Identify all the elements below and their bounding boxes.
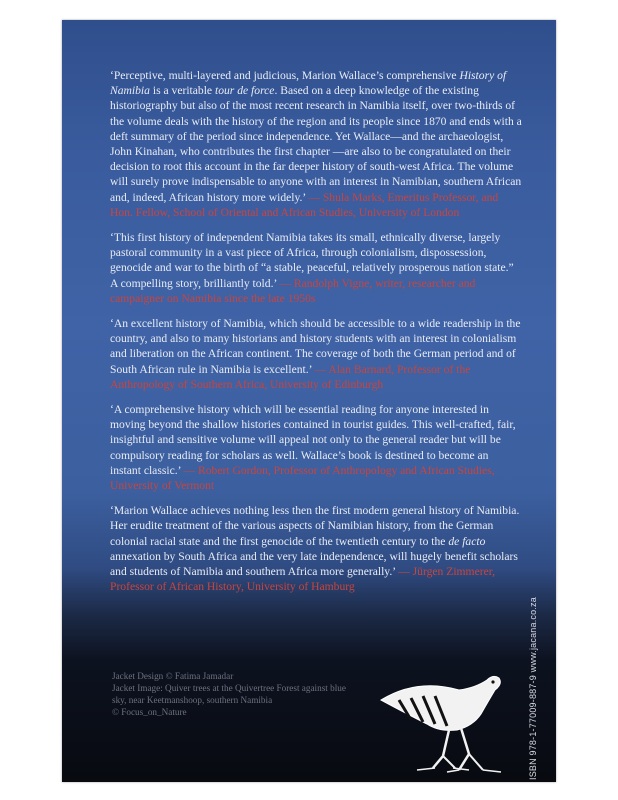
isbn-text: ISBN 978-1-77009-887-9 www.jacana.co.za <box>528 597 538 780</box>
quote-text: annexation by South Africa and the very late independence, will hugely benefit scholars and students of Namibia and southern Africa more generally.’ <box>110 549 518 579</box>
quote-text: ‘Marion Wallace achieves nothing less then the first modern general history of Namibia. Her erudite treatment of the various aspects of Namibian history, from the German colonial racial state and the first genocide of the twentieth century to the <box>110 504 520 548</box>
jacana-bird-logo-icon <box>377 660 517 780</box>
quote-text-italic: History of Namibia <box>110 69 507 98</box>
jacket-image-credit: Jacket Image: Quiver trees at the Quivertree Forest against blue sky, near Keetmanshoop, southern Namibia <box>112 683 346 705</box>
quote-attribution: — Alan Barnard, Professor of the Anthropology of Southern Africa, University of Edinburgh <box>110 362 471 391</box>
book-back-cover <box>62 20 556 782</box>
quote-text-italic: tour de force <box>214 84 275 98</box>
quote-attribution: — Jürgen Zimmerer, Professor of African History, University of Hamburg <box>110 565 496 594</box>
quote-attribution: — Robert Gordon, Professor of Anthropology and African Studies, University of Vermont <box>110 463 495 493</box>
isbn-vertical <box>524 597 544 780</box>
quote-text: . Based on a deep knowledge of the existing historiography but also of the most recent research in Namibia itself, over two-thirds of the volume deals with the history of the region and its people since 1870 and ends with a deft summary of the period since independence. Yet Wallace—and the archaeologist, John Kinahan, who contributes the first chapter —are also to be congratulated on their decision to root this account in the far deeper history of south-west Africa. The volume will surely prove indispensable to anyone with an interest in Namibian, southern African and, indeed, African history more widely.’ <box>110 84 522 204</box>
quote-text: ‘A comprehensive history which will be essential reading for anyone interested in moving beyond the shallow histories contained in tourist guides. This well-crafted, fair, insightful and sensitive volume will appeal not only to the general reader but will be compulsory reading for scholars as well. Wallace’s book is destined to become an instant classic.’ <box>110 403 516 477</box>
quote-text: ‘Perceptive, multi-layered and judicious, Marion Wallace’s comprehensive <box>110 69 460 82</box>
quote-text: is a veritable <box>149 84 215 98</box>
review-quote <box>110 68 522 220</box>
quote-attribution: — Shula Marks, Emeritus Professor, and Hon. Fellow, School of Oriental and African Studies, University of London <box>110 190 499 219</box>
jacket-design-credit: Jacket Design © Fatima Jamadar <box>112 671 234 681</box>
quote-text: ‘This first history of independent Namibia takes its small, ethnically diverse, largely pastoral community in a vast piece of Africa, through colonialism, dispossession, genocide and war to the birth of “a stable, peaceful, relatively prosperous nation state.” A compelling story, brilliantly told.’ <box>110 231 514 290</box>
review-quote <box>110 402 522 493</box>
quote-text-italic: de facto <box>448 534 486 548</box>
review-quote <box>110 503 522 594</box>
jacket-credits <box>112 670 362 718</box>
review-quote <box>110 316 522 392</box>
review-quote <box>110 230 522 306</box>
review-quotes <box>110 68 522 605</box>
quote-attribution: — Randolph Vigne, writer, researcher and campaigner on Namibia since the late 1950s <box>110 276 476 305</box>
photo-credit: © Focus_on_Nature <box>112 707 187 717</box>
quote-text: ‘An excellent history of Namibia, which should be accessible to a wide readership in the country, and also to many historians and history students with an interest in colonialism and liberation on the African continent. The coverage of both the German period and of South African rule in Namibia is excellent.’ <box>110 317 521 376</box>
